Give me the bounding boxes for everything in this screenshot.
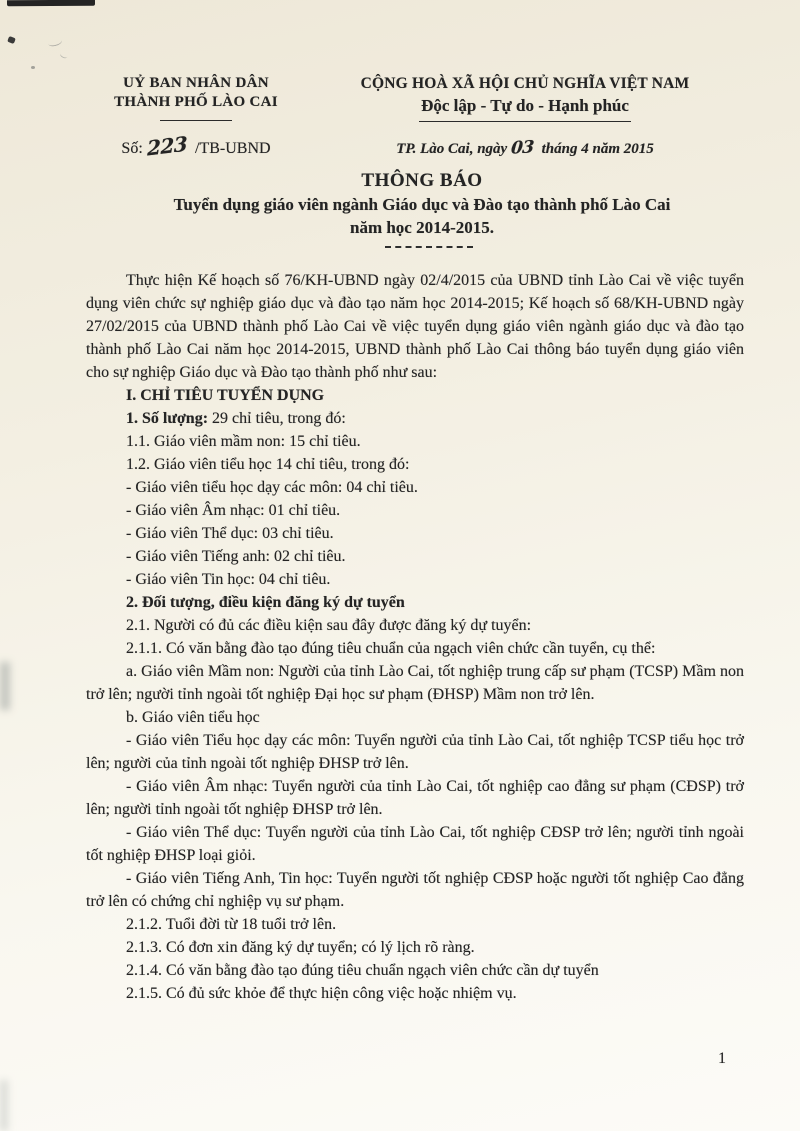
- document-title-block: [100, 169, 744, 248]
- paragraph: - Giáo viên Âm nhạc: 01 chỉ tiêu.: [126, 502, 341, 519]
- issuer-name: UỶ BAN NHÂN DÂN: [123, 75, 269, 91]
- scan-ink-blot: [7, 36, 16, 44]
- motto-rule: [419, 121, 631, 122]
- scan-pencil-mark: [47, 36, 63, 47]
- document-subject-line2: năm học 2014-2015.: [349, 218, 495, 237]
- paragraph: - Giáo viên Tin học: 04 chỉ tiêu.: [126, 571, 331, 588]
- paragraph: - Giáo viên tiểu học dạy các môn: 04 chỉ tiêu.: [126, 479, 418, 496]
- document-subject-line1: Tuyển dụng giáo viên ngành Giáo dục và Đào tạo thành phố Lào Cai: [173, 195, 671, 214]
- document-type-title: THÔNG BÁO: [361, 170, 483, 191]
- paragraph: - Giáo viên Âm nhạc: Tuyển người của tỉnh Lào Cai, tốt nghiệp cao đẳng sư phạm (CĐSP) trở lên; người tỉnh ngoài tốt nghiệp ĐHSP trở lên.: [86, 778, 744, 818]
- issuer-city: THÀNH PHỐ LÀO CAI: [114, 94, 278, 110]
- paragraph: 2.1.3. Có đơn xin đăng ký dự tuyển; có lý lịch rõ ràng.: [126, 939, 475, 956]
- scan-speck: [31, 66, 35, 69]
- national-motto: Độc lập - Tự do - Hạnh phúc: [421, 96, 629, 115]
- dateline-suffix: tháng 4 năm 2015: [541, 141, 654, 157]
- paragraph: I. CHỈ TIÊU TUYỂN DỤNG: [126, 387, 325, 404]
- page-number: 1: [718, 1050, 726, 1067]
- doc-number-handwritten: 223: [146, 131, 188, 161]
- paragraph: 1.2. Giáo viên tiểu học 14 chỉ tiêu, trong đó:: [126, 456, 410, 473]
- national-motto-block: [306, 74, 744, 159]
- scan-pencil-mark: [59, 51, 69, 60]
- paragraph: 2. Đối tượng, điều kiện đăng ký dự tuyển: [126, 594, 405, 611]
- national-title: CỘNG HOÀ XÃ HỘI CHỦ NGHĨA VIỆT NAM: [360, 75, 690, 92]
- paragraph: 2.1.5. Có đủ sức khỏe để thực hiện công việc hoặc nhiệm vụ.: [126, 985, 517, 1002]
- place-dateline: [306, 138, 744, 159]
- issuer-rule: [160, 120, 232, 121]
- dateline-day-handwritten: 03: [510, 137, 535, 159]
- paragraph: 2.1. Người có đủ các điều kiện sau đây được đăng ký dự tuyển:: [126, 617, 532, 634]
- paragraph: 2.1.1. Có văn bằng đào tạo đúng tiêu chuẩn của ngạch viên chức cần tuyển, cụ thể:: [126, 640, 656, 657]
- document-header: [86, 74, 744, 160]
- dateline-prefix: TP. Lào Cai, ngày: [396, 141, 508, 157]
- paragraph: - Giáo viên Thể dục: Tuyển người của tỉnh Lào Cai, tốt nghiệp CĐSP trở lên; người tỉnh ngoài tốt nghiệp ĐHSP loại giỏi.: [86, 824, 744, 864]
- document-number: [86, 131, 306, 161]
- paragraph: 2.1.4. Có văn bằng đào tạo đúng tiêu chuẩn ngạch viên chức cần dự tuyển: [126, 962, 599, 979]
- paragraph: - Giáo viên Tiếng anh: 02 chỉ tiêu.: [126, 548, 346, 565]
- paragraph: Thực hiện Kế hoạch số 76/KH-UBND ngày 02/4/2015 của UBND tỉnh Lào Cai về việc tuyển dụng viên chức sự nghiệp giáo dục và đào tạo năm học 2014-2015; Kế hoạch số 68/KH-UBND ngày 27/02/2015 của UBND thành phố Lào Cai về việc tuyển dụng giáo viên ngành giáo dục và đào tạo thành phố Lào Cai năm học 2014-2015, UBND thành phố Lào Cai thông báo tuyển dụng giáo viên cho sự nghiệp Giáo dục và Đào tạo thành phố như sau:: [86, 272, 744, 381]
- title-dash-rule: [385, 246, 473, 248]
- paragraph: 1.1. Giáo viên mầm non: 15 chỉ tiêu.: [126, 433, 361, 450]
- paragraph: 1. Số lượng: 29 chỉ tiêu, trong đó:: [126, 410, 346, 427]
- scan-edge-mark: [7, 0, 95, 6]
- paragraph: b. Giáo viên tiểu học: [126, 709, 260, 726]
- document-body: [86, 269, 744, 1005]
- doc-number-prefix: Số:: [121, 140, 143, 157]
- issuer-block: [86, 74, 306, 160]
- paragraph: - Giáo viên Thể dục: 03 chỉ tiêu.: [126, 525, 334, 542]
- scan-edge-smudge: [0, 1080, 8, 1131]
- paragraph: a. Giáo viên Mầm non: Người của tỉnh Lào Cai, tốt nghiệp trung cấp sư phạm (TCSP) Mầm non trở lên; người tỉnh ngoài tốt nghiệp Đại học sư phạm (ĐHSP) Mầm non trở lên.: [86, 663, 744, 703]
- paragraph: - Giáo viên Tiếng Anh, Tin học: Tuyển người tốt nghiệp CĐSP hoặc người tốt nghiệp Cao đẳng trở lên có chứng chỉ nghiệp vụ sư phạm.: [86, 870, 744, 910]
- doc-number-suffix: /TB-UBND: [195, 140, 271, 157]
- scan-edge-smudge: [0, 662, 10, 710]
- paragraph: 2.1.2. Tuổi đời từ 18 tuổi trở lên.: [126, 916, 337, 933]
- paragraph: - Giáo viên Tiểu học dạy các môn: Tuyển người của tỉnh Lào Cai, tốt nghiệp TCSP tiểu học trở lên; người của tỉnh ngoài tốt nghiệp ĐHSP trở lên.: [86, 732, 744, 772]
